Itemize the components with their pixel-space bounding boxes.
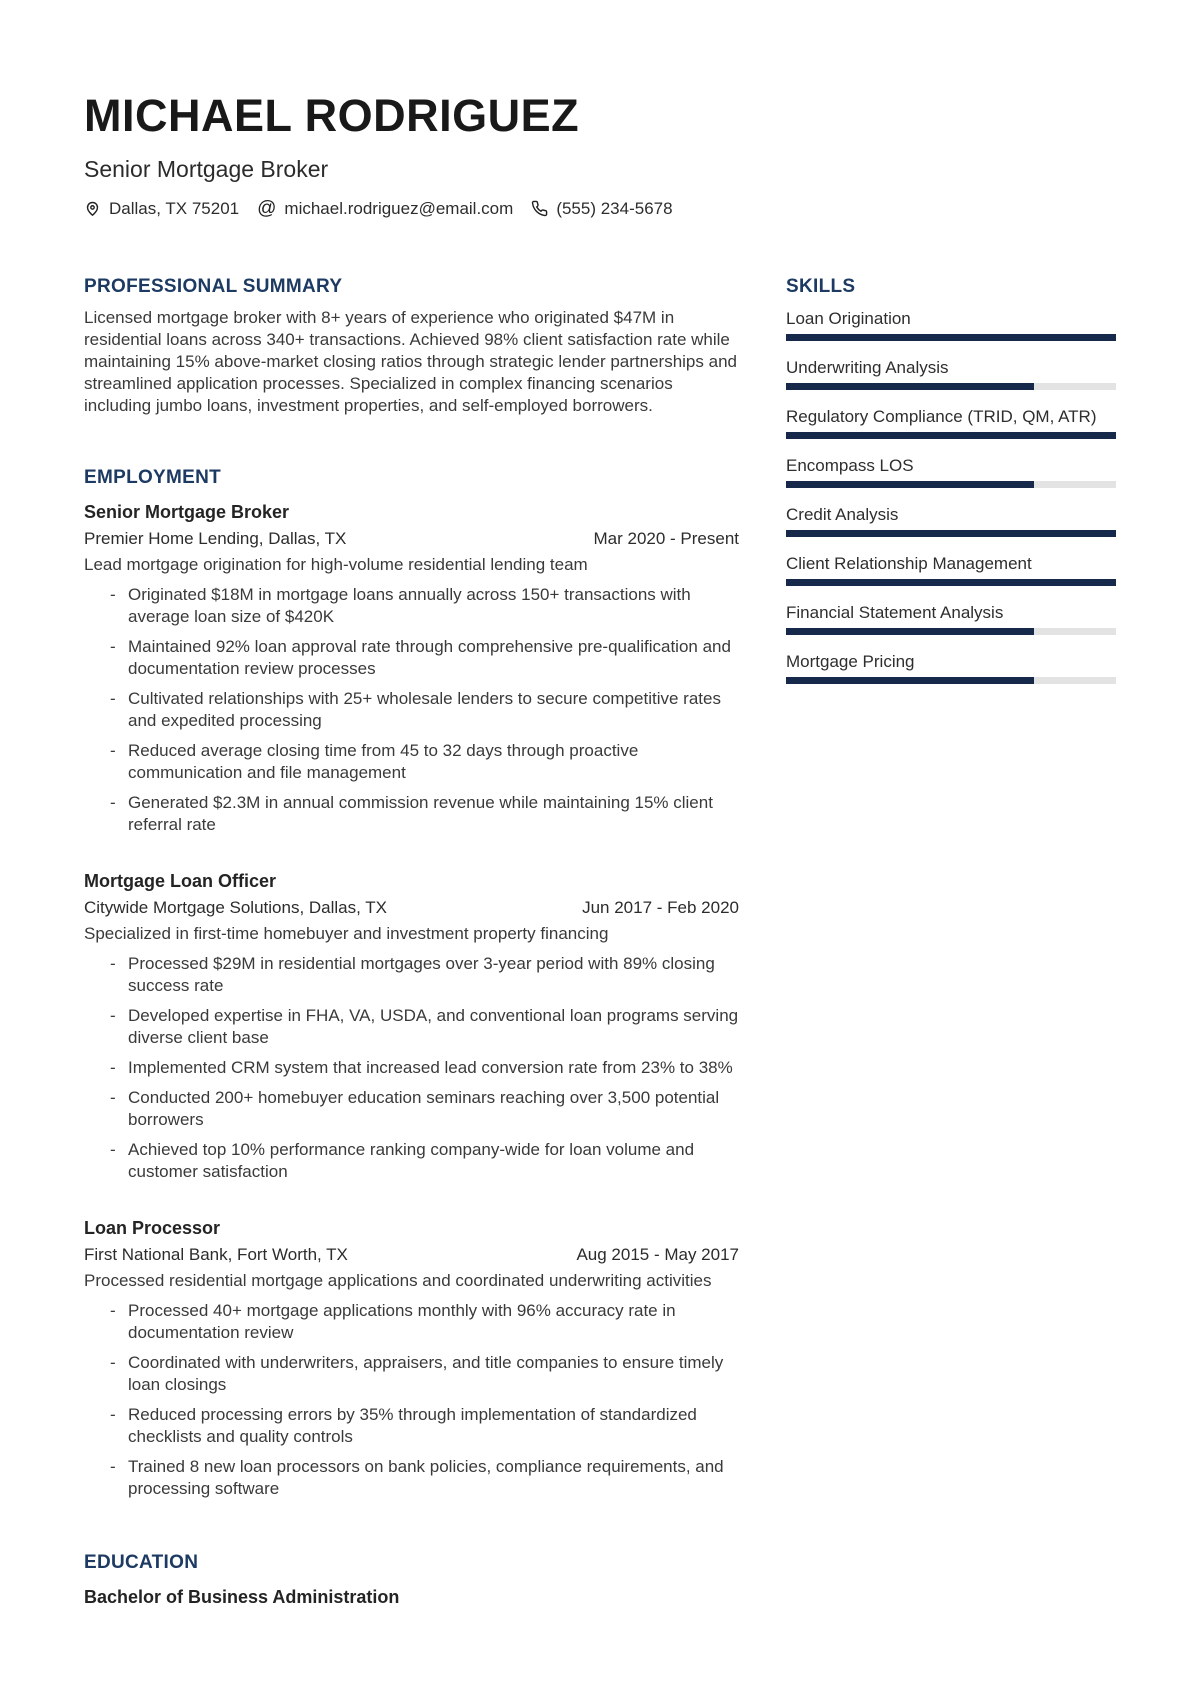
bullet-dash: - (110, 953, 116, 973)
education-section (84, 1552, 739, 1609)
summary-heading: PROFESSIONAL SUMMARY (84, 275, 343, 297)
skill-label: Client Relationship Management (786, 553, 1032, 573)
job-bullet (84, 740, 739, 784)
job-description: Specialized in first-time homebuyer and investment property financing (84, 923, 609, 943)
skill-bar-track (786, 481, 1116, 488)
skill-bar-track (786, 628, 1116, 635)
contact-location-text: Dallas, TX 75201 (109, 198, 240, 218)
bullet-dash: - (110, 792, 116, 812)
phone-icon (531, 200, 548, 217)
job-bullet (84, 1005, 739, 1049)
contact-email-text: michael.rodriguez@email.com (284, 198, 514, 218)
content-columns (84, 276, 1116, 1609)
skill-list (786, 308, 1116, 684)
contact-phone-text: (555) 234-5678 (556, 198, 673, 218)
skill-label: Encompass LOS (786, 455, 914, 475)
skill-bar-track (786, 579, 1116, 586)
bullet-dash: - (110, 688, 116, 708)
job-bullet-list (84, 953, 739, 1183)
bullet-dash: - (110, 1352, 116, 1372)
skill-bar-fill (786, 579, 1116, 586)
skill-item (786, 651, 1116, 684)
skills-heading: SKILLS (786, 275, 856, 297)
person-title: Senior Mortgage Broker (84, 155, 329, 182)
contact-row (84, 199, 1116, 219)
job-description: Lead mortgage origination for high-volume residential lending team (84, 554, 588, 574)
job-bullet (84, 1300, 739, 1344)
job-dates: Jun 2017 - Feb 2020 (582, 897, 739, 917)
job-bullet (84, 584, 739, 628)
skill-item (786, 406, 1116, 439)
skill-bar-track (786, 432, 1116, 439)
bullet-text: Reduced processing errors by 35% through implementation of standardized checklists and quality controls (128, 1404, 697, 1446)
skill-item (786, 602, 1116, 635)
contact-phone (531, 199, 672, 219)
bullet-text: Implemented CRM system that increased lead conversion rate from 23% to 38% (128, 1057, 733, 1077)
job-bullet (84, 1352, 739, 1396)
job-bullet (84, 953, 739, 997)
bullet-text: Trained 8 new loan processors on bank policies, compliance requirements, and processing software (128, 1456, 724, 1498)
job-title: Senior Mortgage Broker (84, 501, 290, 522)
skill-label: Loan Origination (786, 308, 911, 328)
employment-section (84, 467, 739, 1500)
bullet-dash: - (110, 584, 116, 604)
skill-label: Mortgage Pricing (786, 651, 915, 671)
bullet-dash: - (110, 1139, 116, 1159)
skill-bar-track (786, 677, 1116, 684)
bullet-text: Generated $2.3M in annual commission revenue while maintaining 15% client referral rate (128, 792, 713, 834)
job-bullet (84, 792, 739, 836)
bullet-dash: - (110, 1087, 116, 1107)
bullet-dash: - (110, 1005, 116, 1025)
job-bullet-list (84, 1300, 739, 1500)
employment-heading: EMPLOYMENT (84, 466, 222, 488)
summary-section (84, 276, 739, 417)
skill-label: Regulatory Compliance (TRID, QM, ATR) (786, 406, 1097, 426)
skill-item (786, 553, 1116, 586)
job-bullet-list (84, 584, 739, 836)
bullet-text: Coordinated with underwriters, appraisers, and title companies to ensure timely loan closings (128, 1352, 724, 1394)
bullet-text: Maintained 92% loan approval rate through comprehensive pre-qualification and documentation review processes (128, 636, 731, 678)
contact-email (257, 199, 513, 219)
job-bullet (84, 636, 739, 680)
skill-bar-track (786, 334, 1116, 341)
job-bullet (84, 1456, 739, 1500)
skill-item (786, 455, 1116, 488)
job-title: Mortgage Loan Officer (84, 870, 277, 891)
job-description: Processed residential mortgage applications and coordinated underwriting activities (84, 1270, 712, 1290)
skill-bar-fill (786, 481, 1034, 488)
job-bullet (84, 688, 739, 732)
job-dates: Aug 2015 - May 2017 (576, 1244, 739, 1264)
skill-bar-track (786, 530, 1116, 537)
resume-header (84, 92, 1116, 219)
skill-bar-fill (786, 383, 1034, 390)
skill-bar-fill (786, 334, 1116, 341)
education-degree: Bachelor of Business Administration (84, 1586, 400, 1607)
job-entry (84, 1217, 739, 1500)
job-company: Premier Home Lending, Dallas, TX (84, 528, 347, 548)
bullet-dash: - (110, 636, 116, 656)
skill-item (786, 357, 1116, 390)
skill-label: Credit Analysis (786, 504, 899, 524)
bullet-text: Developed expertise in FHA, VA, USDA, and conventional loan programs serving diverse client base (128, 1005, 739, 1047)
job-bullet (84, 1087, 739, 1131)
job-list (84, 501, 739, 1500)
bullet-text: Processed 40+ mortgage applications monthly with 96% accuracy rate in documentation review (128, 1300, 676, 1342)
contact-location (84, 199, 239, 219)
skill-bar-fill (786, 628, 1034, 635)
bullet-text: Reduced average closing time from 45 to 32 days through proactive communication and file management (128, 740, 639, 782)
bullet-dash: - (110, 1456, 116, 1476)
summary-text: Licensed mortgage broker with 8+ years of experience who originated $47M in residential loans across 340+ transactions. Achieved 98% client satisfaction rate while maintaining 15% above-market closing ratios through strategic lender partnerships and streamlined application processes. Specialized in complex financing scenarios including jumbo loans, investment properties, and self-employed borrowers. (84, 307, 737, 415)
job-dates: Mar 2020 - Present (593, 528, 739, 548)
skill-label: Underwriting Analysis (786, 357, 949, 377)
job-entry (84, 501, 739, 836)
job-bullet (84, 1057, 739, 1079)
bullet-text: Conducted 200+ homebuyer education seminars reaching over 3,500 potential borrowers (128, 1087, 720, 1129)
bullet-text: Processed $29M in residential mortgages over 3-year period with 89% closing success rate (128, 953, 715, 995)
skill-bar-fill (786, 432, 1116, 439)
at-sign-icon: @ (257, 198, 277, 220)
skill-item (786, 504, 1116, 537)
job-company: Citywide Mortgage Solutions, Dallas, TX (84, 897, 387, 917)
job-meta-row (84, 897, 739, 919)
map-pin-icon (84, 200, 101, 217)
main-column (84, 276, 739, 1609)
bullet-text: Cultivated relationships with 25+ wholesale lenders to secure competitive rates and expedited processing (128, 688, 721, 730)
skills-sidebar (786, 276, 1116, 1609)
skill-item (786, 308, 1116, 341)
bullet-dash: - (110, 1300, 116, 1320)
bullet-dash: - (110, 740, 116, 760)
job-meta-row (84, 528, 739, 550)
job-bullet (84, 1404, 739, 1448)
skill-bar-fill (786, 530, 1116, 537)
job-company: First National Bank, Fort Worth, TX (84, 1244, 348, 1264)
job-title: Loan Processor (84, 1217, 221, 1238)
person-name: MICHAEL RODRIGUEZ (84, 90, 580, 141)
job-meta-row (84, 1244, 739, 1266)
job-entry (84, 870, 739, 1183)
education-heading: EDUCATION (84, 1551, 199, 1573)
job-bullet (84, 1139, 739, 1183)
bullet-text: Achieved top 10% performance ranking company-wide for loan volume and customer satisfaction (128, 1139, 695, 1181)
bullet-dash: - (110, 1057, 116, 1077)
skill-bar-fill (786, 677, 1034, 684)
bullet-text: Originated $18M in mortgage loans annually across 150+ transactions with average loan size of $420K (128, 584, 691, 626)
skill-bar-track (786, 383, 1116, 390)
skill-label: Financial Statement Analysis (786, 602, 1004, 622)
bullet-dash: - (110, 1404, 116, 1424)
